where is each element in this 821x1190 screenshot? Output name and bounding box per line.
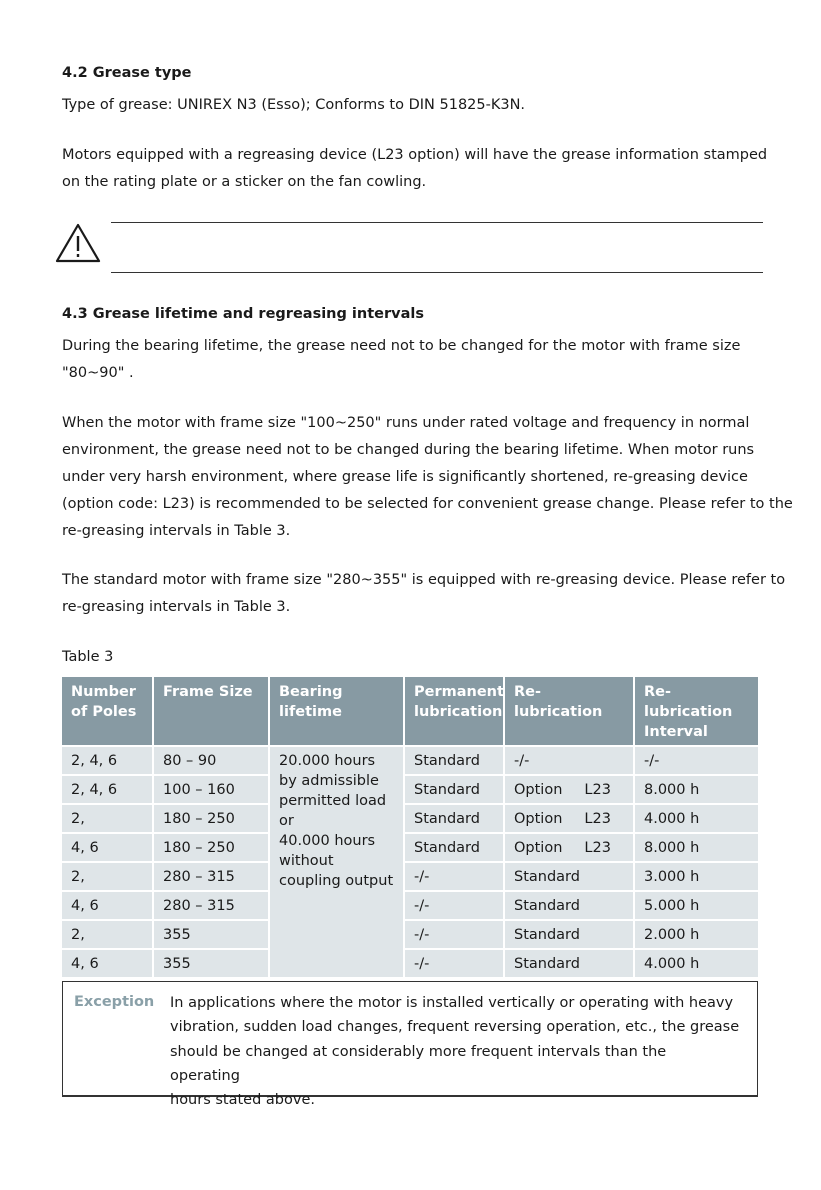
regreasing-info-paragraph xyxy=(62,142,767,196)
cell-interval: 2.000 h xyxy=(635,921,758,950)
table-row xyxy=(62,863,758,892)
paragraph-line: Motors equipped with a regreasing device (L23 option) will have the grease information stamped xyxy=(62,147,768,163)
cell-frame: 80 – 90 xyxy=(154,747,270,776)
table-row xyxy=(62,892,758,921)
cell-permanent: Standard xyxy=(405,834,505,863)
cell-interval: 4.000 h xyxy=(635,805,758,834)
cell-permanent: -/- xyxy=(405,921,505,950)
header-relubrication-interval: Re-lubrication Interval xyxy=(635,677,758,747)
cell-relubrication: Standard xyxy=(505,921,635,950)
cell-poles: 2, xyxy=(62,921,154,950)
grease-type-line: Type of grease: UNIREX N3 (Esso); Conforms to DIN 51825-K3N. xyxy=(62,97,526,113)
cell-frame: 180 – 250 xyxy=(154,834,270,863)
paragraph-line: The standard motor with frame size "280~355" is equipped with re-greasing device. Please refer to xyxy=(62,572,786,588)
cell-frame: 100 – 160 xyxy=(154,776,270,805)
table-row xyxy=(62,805,758,834)
table-row xyxy=(62,921,758,950)
paragraph-line: When the motor with frame size "100~250" runs under rated voltage and frequency in normal xyxy=(62,415,750,431)
cell-interval: 8.000 h xyxy=(635,834,758,863)
cell-poles: 2, xyxy=(62,805,154,834)
paragraph-line: "80~90" . xyxy=(62,365,134,381)
cell-permanent: -/- xyxy=(405,892,505,921)
cell-poles: 2, 4, 6 xyxy=(62,747,154,776)
exception-box xyxy=(62,981,758,1109)
cell-relubrication: Option L23 xyxy=(505,776,635,805)
cell-poles: 4, 6 xyxy=(62,950,154,979)
cell-relubrication: Standard xyxy=(505,892,635,921)
paragraph-line: (option code: L23) is recommended to be selected for convenient grease change. Please refer to the xyxy=(62,496,793,512)
cell-poles: 2, 4, 6 xyxy=(62,776,154,805)
header-poles: Number of Poles xyxy=(62,677,154,747)
paragraph-line: on the rating plate or a sticker on the fan cowling. xyxy=(62,174,427,190)
warning-triangle-icon xyxy=(55,222,101,264)
frame-100-250-paragraph xyxy=(62,410,793,545)
cell-poles: 2, xyxy=(62,863,154,892)
cell-frame: 180 – 250 xyxy=(154,805,270,834)
header-relubrication: Re- lubrication xyxy=(505,677,635,747)
cell-poles: 4, 6 xyxy=(62,834,154,863)
exception-line: should be changed at considerably more frequent intervals than the operating xyxy=(170,1043,667,1084)
table-row xyxy=(62,776,758,805)
cell-permanent: Standard xyxy=(405,747,505,776)
exception-label: Exception xyxy=(74,994,155,1010)
cell-interval: 4.000 h xyxy=(635,950,758,979)
cell-frame: 355 xyxy=(154,950,270,979)
table-row xyxy=(62,747,758,776)
paragraph-line: During the bearing lifetime, the grease need not to be changed for the motor with frame size xyxy=(62,338,741,354)
paragraph-line: under very harsh environment, where grease life is significantly shortened, re-greasing device xyxy=(62,469,748,485)
cell-relubrication: Option L23 xyxy=(505,834,635,863)
cell-relubrication: -/- xyxy=(505,747,635,776)
exception-line: vibration, sudden load changes, frequent reversing operation, etc., the grease xyxy=(170,1019,740,1036)
section-4-3-heading: 4.3 Grease lifetime and regreasing intervals xyxy=(62,306,424,322)
paragraph-line: re-greasing intervals in Table 3. xyxy=(62,523,291,539)
header-frame-size: Frame Size xyxy=(154,677,270,747)
cell-interval: 8.000 h xyxy=(635,776,758,805)
cell-frame: 355 xyxy=(154,921,270,950)
cell-permanent: Standard xyxy=(405,805,505,834)
paragraph-line: environment, the grease need not to be changed during the bearing lifetime. When motor runs xyxy=(62,442,755,458)
cell-permanent: -/- xyxy=(405,863,505,892)
cell-permanent: Standard xyxy=(405,776,505,805)
table-row xyxy=(62,834,758,863)
exception-line: In applications where the motor is installed vertically or operating with heavy xyxy=(170,995,734,1011)
cell-permanent: -/- xyxy=(405,950,505,979)
header-bearing-lifetime: Bearing lifetime xyxy=(270,677,405,747)
cell-relubrication: Standard xyxy=(505,863,635,892)
grease-type-paragraph xyxy=(62,92,525,119)
section-4-2-heading: 4.2 Grease type xyxy=(62,65,192,81)
cell-frame: 280 – 315 xyxy=(154,863,270,892)
table-header-row xyxy=(62,677,758,747)
cell-relubrication: Option L23 xyxy=(505,805,635,834)
warning-top-rule xyxy=(111,222,763,223)
table-caption: Table 3 xyxy=(62,649,114,665)
cell-frame: 280 – 315 xyxy=(154,892,270,921)
cell-interval: 5.000 h xyxy=(635,892,758,921)
cell-poles: 4, 6 xyxy=(62,892,154,921)
exception-line: hours stated above. xyxy=(170,1092,315,1109)
warning-bottom-rule xyxy=(111,272,763,273)
cell-interval: -/- xyxy=(635,747,758,776)
table-row xyxy=(62,950,758,979)
bearing-lifetime-paragraph xyxy=(62,333,740,387)
paragraph-line: re-greasing intervals in Table 3. xyxy=(62,599,291,615)
relubrication-table xyxy=(62,677,758,979)
cell-relubrication: Standard xyxy=(505,950,635,979)
header-permanent-lubrication: Permanent lubrication xyxy=(405,677,505,747)
exception-text xyxy=(170,991,740,1112)
cell-interval: 3.000 h xyxy=(635,863,758,892)
cell-bearing-lifetime: 20.000 hours by admissible permitted load or 40.000 hours without coupling output xyxy=(270,747,405,979)
frame-280-355-paragraph xyxy=(62,567,785,621)
